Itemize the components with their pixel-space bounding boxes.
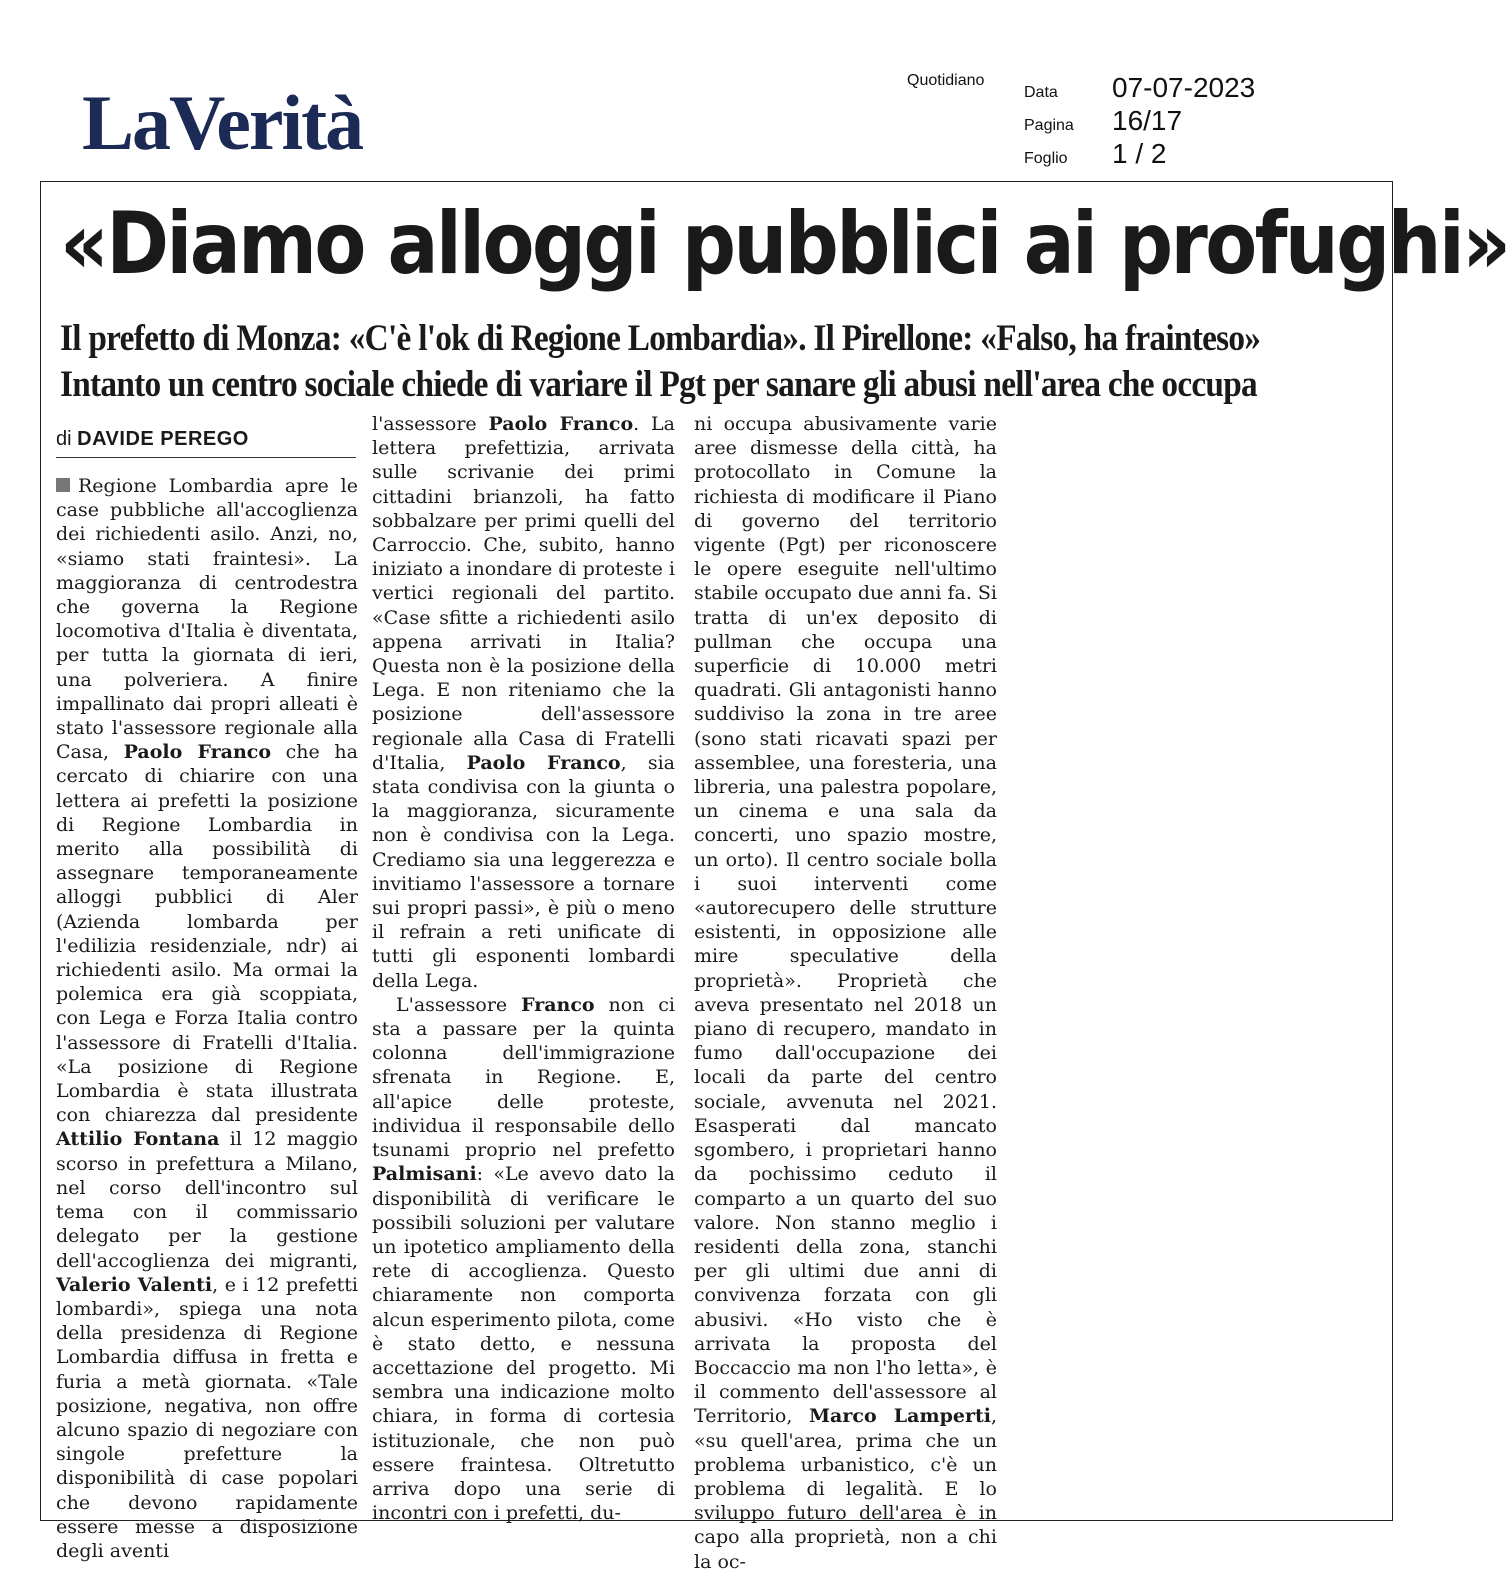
meta-value: 16/17: [1112, 105, 1183, 136]
byline-prefix: di: [56, 428, 72, 450]
meta-value: 07-07-2023: [1112, 72, 1256, 103]
masthead-verita: Verità: [169, 79, 363, 166]
article-column-1: [56, 474, 359, 1562]
article-byline: [56, 428, 356, 458]
paragraph-start-square-icon: [56, 478, 70, 492]
paragraph-text: Regione Lombardia apre le case pubbliche all'accoglienza dei richiedenti asilo. Anzi, no, «siamo stati fraintesi». La maggioranza di centrodestra che governa la Regione locomotiva d'Italia è diventata, per tutta la giornata di ieri, una polveriera. A finire impallinato dai propri alleati è stato l'assessore regionale alla Casa, Paolo Franco che ha cercato di chiarire con una lettera ai prefetti la posizione di Regione Lombardia in merito alla possibilità di assegnare temporaneamente alloggi pubblici di Aler (Azienda lombarda per l'edilizia residenziale, ndr) ai richiedenti asilo. Ma ormai la polemica era già scoppiata, con Lega e Forza Italia contro l'assessore di Fratelli d'Italia. «La posizione di Regione Lombardia è stata illustrata con chiarezza dal presidente Attilio Fontana il 12 maggio scorso in prefettura a Milano, nel corso dell'incontro sul tema con il commissario delegato per la gestione dell'accoglienza dei migranti, Valerio Valenti, e i 12 prefetti lombardi», spiega una nota della presidenza di Regione Lombardia diffusa in fretta e furia a metà giornata. «Tale posizione, negativa, non offre alcuno spazio di negoziare con singole prefetture la disponibilità di case popolari che devono rapidamente essere messe a disposizione degli aventi: [56, 475, 359, 1562]
meta-row-page: [1024, 105, 1255, 138]
meta-label: Pagina: [1024, 117, 1074, 134]
meta-label: Foglio: [1024, 150, 1068, 167]
paragraph: l'assessore Paolo Franco. La lettera prefettizia, arrivata sulle scrivanie dei primi cittadini brianzoli, ha fatto sobbalzare per primi quelli del Carroccio. Che, subito, hanno iniziato a inondare di proteste i vertici regionali del partito. «Case sfitte a richiedenti asilo appena arrivati in Italia? Questa non è la posizione della Lega. E non riteniamo che la posizione dell'assessore regionale alla Casa di Fratelli d'Italia, Paolo Franco, sia stata condivisa con la giunta o la maggioranza, sicuramente non è condivisa con la Lega. Crediamo sia una leggerezza e invitiamo l'assessore a tornare sui propri passi», è più o meno il refrain a reti unificate di tutti gli esponenti lombardi della Lega.: [372, 413, 675, 992]
meta-row-sheet: [1024, 138, 1255, 171]
meta-value: 1 / 2: [1112, 138, 1167, 169]
masthead-la: La: [82, 79, 170, 166]
article-subhead-2: Intanto un centro sociale chiede di variare il Pgt per sanare gli abusi nell'area che occupa: [60, 364, 1257, 405]
article-column-3: [694, 412, 998, 1573]
publication-type: Quotidiano: [907, 72, 985, 89]
paragraph: [56, 474, 358, 1563]
article-column-2: [372, 412, 675, 1525]
meta-label: Data: [1024, 84, 1058, 101]
publication-meta: [1024, 72, 1255, 171]
article-subhead-1: Il prefetto di Monza: «C'è l'ok di Regione Lombardia». Il Pirellone: «Falso, ha frainteso»: [60, 318, 1261, 359]
paragraph: L'assessore Franco non ci sta a passare per la quinta colonna dell'immigrazione sfrenata in Regione. E, all'apice delle proteste, individua il responsabile dello tsunami proprio nel prefetto Palmisani: «Le avevo dato la disponibilità di verificare le possibili soluzioni per valutare un ipotetico ampliamento della rete di accoglienza. Questo chiaramente non comporta alcun esperimento pilota, come è stato detto, e nessuna accettazione del progetto. Mi sembra una indicazione molto chiara, in forma di cortesia istituzionale, che non può essere fraintesa. Oltretutto arriva dopo una serie di incontri con i prefetti, du-: [372, 993, 675, 1525]
article-headline: «Diamo alloggi pubblici ai profughi»: [60, 194, 1508, 294]
newspaper-masthead: [82, 79, 363, 166]
paragraph: ni occupa abusivamente varie aree dismesse della città, ha protocollato in Comune la richiesta di modificare il Piano di governo del territorio vigente (Pgt) per riconoscere le opere eseguite nell'ultimo stabile occupato due anni fa. Si tratta di un'ex deposito di pullman che occupa una superficie di 10.000 metri quadrati. Gli antagonisti hanno suddiviso la zona in tre aree (sono stati ricavati spazi per assemblee, una foresteria, una libreria, una palestra popolare, un cinema e una sala da concerti, uno spazio mostre, un orto). Il centro sociale bolla i suoi interventi come «autorecupero delle strutture esistenti, in opposizione alle mire speculative della proprietà». Proprietà che aveva presentato nel 2018 un piano di recupero, mandato in fumo dall'occupazione dei locali da parte del centro sociale, avvenuta nel 2021. Esasperati dal mancato sgombero, i proprietari hanno da pochissimo ceduto il comparto a un quarto del suo valore. Non stanno meglio i residenti della zona, stanchi per gli ultimi due anni di convivenza forzata con gli abusivi. «Ho visto che è arrivata la proposta del Boccaccio ma non l'ho letta», è il commento dell'assessore al Territorio, Marco Lamperti, «su quell'area, prima che un problema urbanistico, c'è un problema di legalità. E lo sviluppo futuro dell'area è in capo alla proprietà, non a chi la oc-: [694, 413, 998, 1573]
byline-author: DAVIDE PEREGO: [77, 428, 249, 450]
meta-row-date: [1024, 72, 1255, 105]
